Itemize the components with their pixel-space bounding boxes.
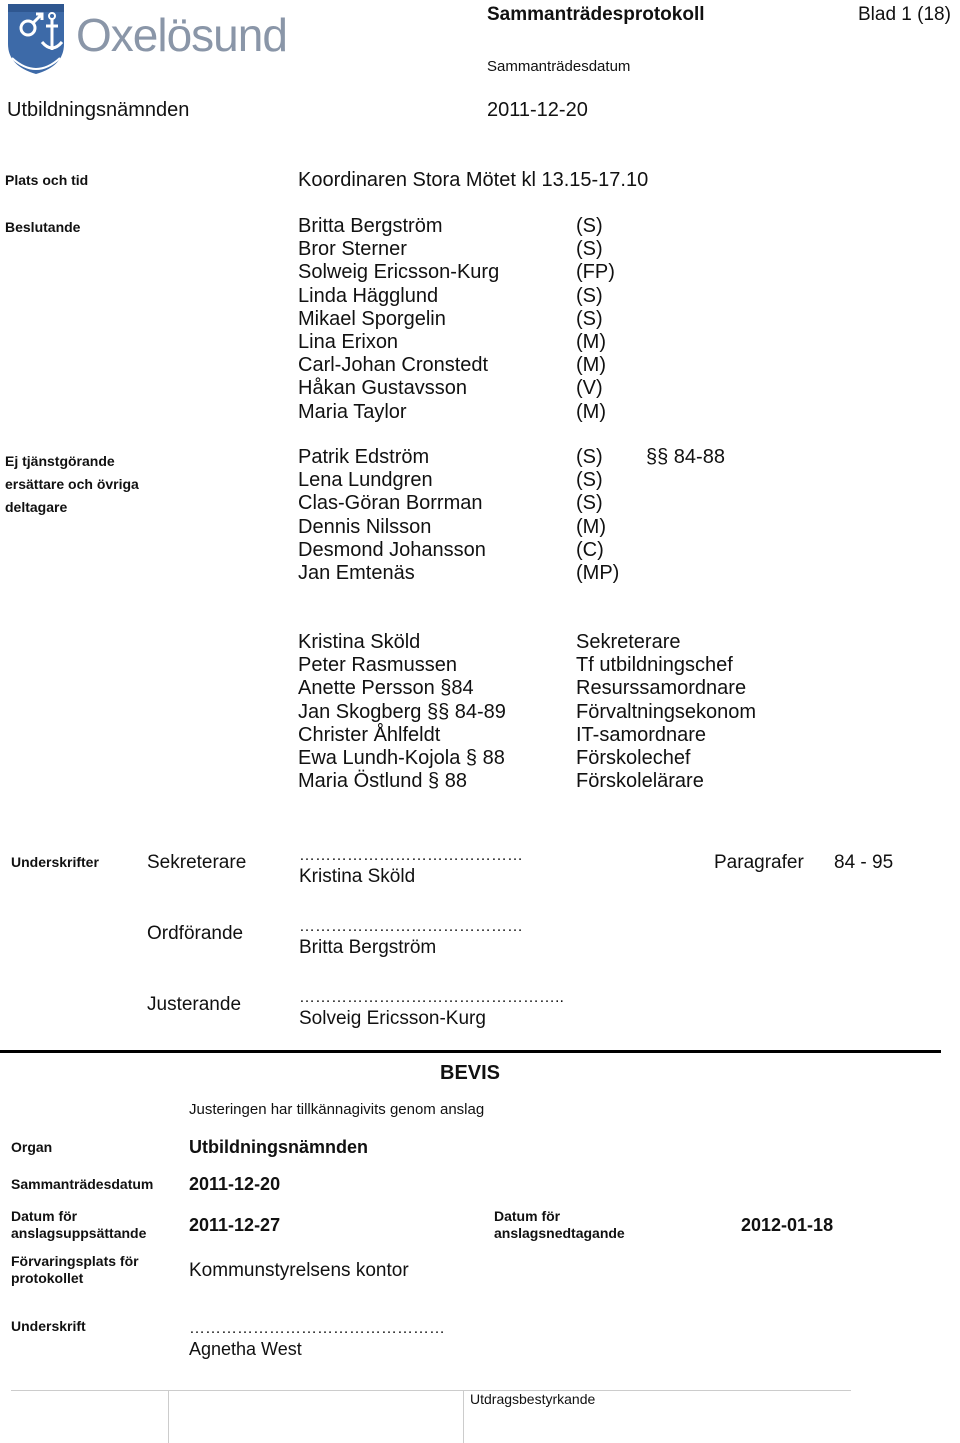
municipality-logo <box>6 2 336 78</box>
signature-line: …………………………………… <box>299 918 523 935</box>
substitute-party: (C) <box>576 538 604 561</box>
official-role: Tf utbildningschef <box>576 654 733 677</box>
meeting-date-label: Sammanträdesdatum <box>487 58 631 75</box>
substitute-name: Jan Emtenäs <box>298 561 415 584</box>
official-name: Ewa Lundh-Kojola § 88 <box>298 746 505 769</box>
signatures-label: Underskrifter <box>11 854 99 870</box>
paragraphs-label: Paragrafer <box>714 852 804 873</box>
official-name: Maria Östlund § 88 <box>298 770 467 793</box>
substitute-name: Clas-Göran Borrman <box>298 492 483 515</box>
member-party: (FP) <box>576 261 615 284</box>
document-title: Sammanträdesprotokoll <box>487 4 705 25</box>
removed-date-label-line: Datum för <box>494 1208 561 1224</box>
removed-date-label <box>494 1208 625 1242</box>
signature-name: Kristina Sköld <box>299 866 416 887</box>
deciding-names <box>298 215 499 424</box>
meeting-date-cert-value: 2011-12-20 <box>189 1174 281 1194</box>
footer-rule <box>11 1390 851 1391</box>
certificate-title: BEVIS <box>440 1062 501 1084</box>
member-name: Maria Taylor <box>298 400 407 423</box>
posted-date-label-line: Datum för <box>11 1208 78 1224</box>
substitutes-label-line: Ej tjänstgörande <box>5 453 115 469</box>
cert-signature-line: ………………………………………… <box>189 1320 445 1337</box>
member-party: (S) <box>576 307 603 330</box>
storage-label <box>11 1253 139 1287</box>
substitute-party: (M) <box>576 515 606 538</box>
official-name: Jan Skogberg §§ 84-89 <box>298 700 506 723</box>
member-party: (M) <box>576 400 606 423</box>
extract-label: Utdragsbestyrkande <box>470 1391 596 1407</box>
posted-date-label <box>11 1208 146 1242</box>
official-name: Kristina Sköld <box>298 631 421 653</box>
deciding-parties <box>576 215 615 424</box>
member-party: (M) <box>576 330 606 353</box>
page-indicator: Blad 1 (18) <box>858 4 951 25</box>
storage-value: Kommunstyrelsens kontor <box>189 1260 409 1281</box>
substitute-party: (S) <box>576 492 603 515</box>
signature-line: …………………………………… <box>299 847 523 864</box>
substitutes-label-line: deltagare <box>5 499 68 516</box>
place-label: Plats och tid <box>5 172 89 188</box>
substitute-names <box>298 446 486 585</box>
paragraphs-value: 84 - 95 <box>834 852 894 873</box>
substitute-name: Dennis Nilsson <box>298 515 432 538</box>
place-value: Koordinaren Stora Mötet kl 13.15-17.10 <box>298 169 649 191</box>
storage-label-line: protokollet <box>11 1270 84 1286</box>
substitute-name: Patrik Edström <box>298 446 430 468</box>
signature-role: Justerande <box>147 994 242 1015</box>
substitute-party: (S) <box>576 446 603 468</box>
official-roles <box>576 631 756 793</box>
signature-name: Solveig Ericsson-Kurg <box>299 1008 486 1029</box>
organ-label: Organ <box>11 1139 53 1155</box>
member-name: Carl-Johan Cronstedt <box>298 354 489 377</box>
member-name: Håkan Gustavsson <box>298 377 467 400</box>
official-names <box>298 631 506 793</box>
official-name: Anette Persson §84 <box>298 677 474 700</box>
official-role: Resurssamordnare <box>576 677 747 700</box>
official-role: Förskolechef <box>576 746 691 769</box>
member-party: (S) <box>576 215 603 237</box>
official-role: Förskolelärare <box>576 770 704 793</box>
posted-date-value: 2011-12-27 <box>189 1215 281 1235</box>
meeting-date-cert-label: Sammanträdesdatum <box>11 1176 154 1192</box>
section-divider <box>0 1050 941 1053</box>
signature-name: Britta Bergström <box>299 937 437 958</box>
member-name: Britta Bergström <box>298 215 443 237</box>
member-party: (S) <box>576 284 603 307</box>
official-name: Peter Rasmussen <box>298 654 457 677</box>
substitute-party: (MP) <box>576 561 620 584</box>
member-name: Solweig Ericsson-Kurg <box>298 261 500 284</box>
signature-role: Sekreterare <box>147 852 247 873</box>
member-party: (M) <box>576 354 606 377</box>
cert-signature-name: Agnetha West <box>189 1339 302 1359</box>
footer-column-divider <box>463 1390 464 1443</box>
municipality-name: Oxelösund <box>76 9 287 61</box>
signature-line: ………………………………………….. <box>299 989 564 1006</box>
substitute-name: Desmond Johansson <box>298 538 486 561</box>
meeting-date: 2011-12-20 <box>487 99 588 121</box>
certificate-subtitle: Justeringen har tillkännagivits genom anslag <box>189 1101 485 1118</box>
substitute-name: Lena Lundgren <box>298 469 433 492</box>
member-name: Bror Sterner <box>298 238 407 261</box>
posted-date-label-line: anslagsuppsättande <box>11 1225 147 1241</box>
committee-name: Utbildningsnämnden <box>7 99 190 121</box>
signature-role: Ordförande <box>147 923 244 944</box>
removed-date-value: 2012-01-18 <box>741 1215 834 1235</box>
substitute-parties <box>576 446 619 585</box>
footer-column-divider <box>168 1390 169 1443</box>
substitutes-label <box>5 450 139 520</box>
official-role: Förvaltningsekonom <box>576 700 757 723</box>
coat-of-arms-icon <box>6 2 66 76</box>
deciding-label: Beslutande <box>5 219 81 235</box>
organ-value: Utbildningsnämnden <box>189 1137 368 1157</box>
substitutes-label-line: ersättare och övriga <box>5 476 139 493</box>
substitute-paragraph-note: §§ 84-88 <box>646 446 725 468</box>
member-name: Mikael Sporgelin <box>298 307 446 330</box>
member-party: (S) <box>576 238 603 261</box>
official-role: IT-samordnare <box>576 723 707 746</box>
storage-label-line: Förvaringsplats för <box>11 1253 139 1269</box>
member-name: Linda Hägglund <box>298 284 439 307</box>
official-role: Sekreterare <box>576 631 681 653</box>
substitute-party: (S) <box>576 469 603 492</box>
member-party: (V) <box>576 377 603 400</box>
removed-date-label-line: anslagsnedtagande <box>494 1225 625 1241</box>
member-name: Lina Erixon <box>298 330 399 353</box>
official-name: Christer Åhlfeldt <box>298 723 441 746</box>
signature-label: Underskrift <box>11 1318 86 1334</box>
